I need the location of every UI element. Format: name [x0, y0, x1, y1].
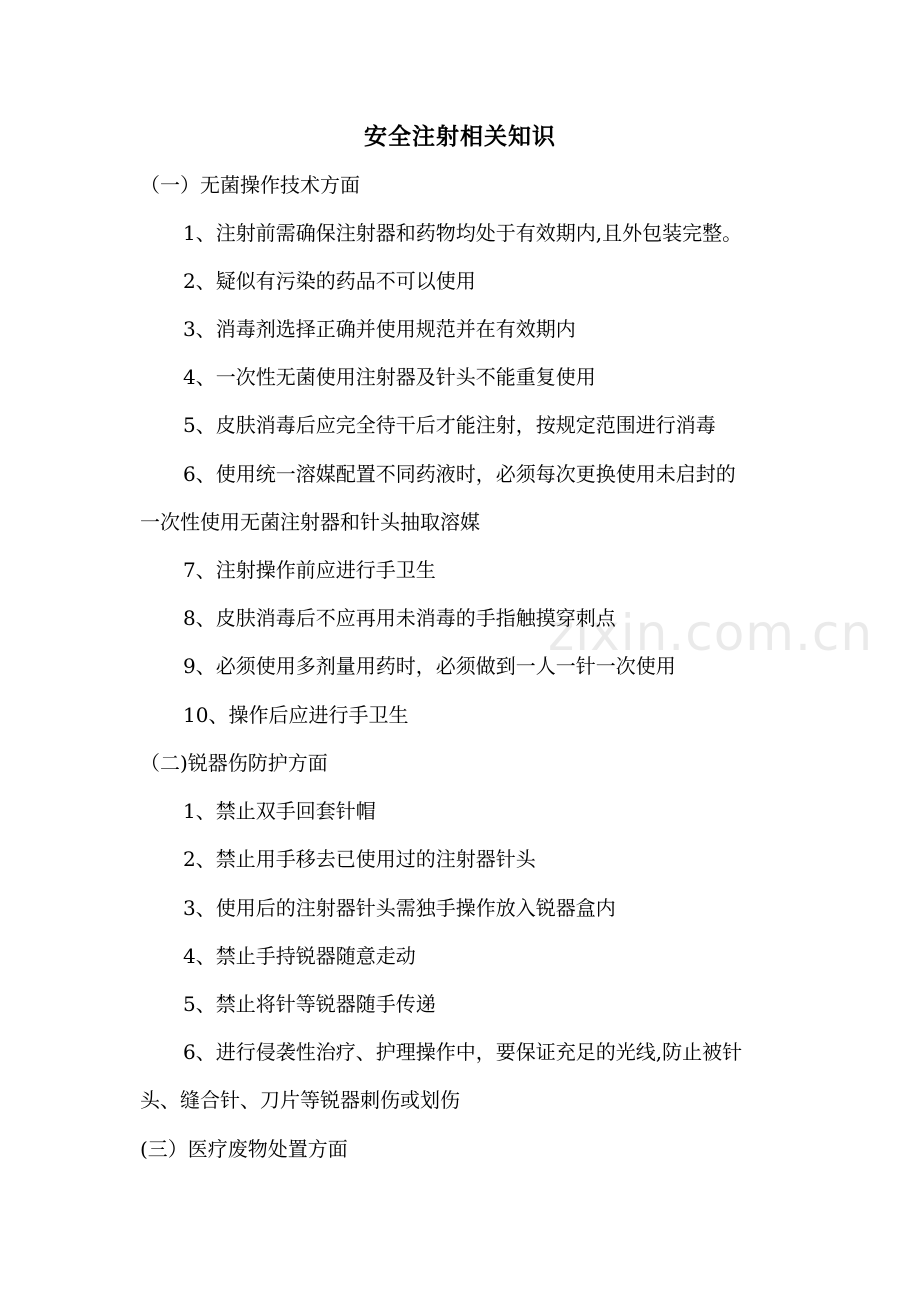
list-item: 1、注射前需确保注射器和药物均处于有效期内,且外包装完整。 — [183, 221, 743, 245]
list-item: 4、一次性无菌使用注射器及针头不能重复使用 — [183, 365, 596, 389]
list-item-continuation: 头、缝合针、刀片等锐器刺伤或划伤 — [140, 1088, 460, 1112]
section-heading: (三）医疗废物处置方面 — [140, 1137, 348, 1161]
section-heading: （二)锐器伤防护方面 — [140, 751, 328, 775]
watermark: zixin.com.cn — [548, 604, 874, 662]
list-item: 7、注射操作前应进行手卫生 — [183, 558, 436, 582]
list-item: 3、使用后的注射器针头需独手操作放入锐器盒内 — [183, 896, 616, 920]
list-item: 4、禁止手持锐器随意走动 — [183, 944, 416, 968]
list-item: 1、禁止双手回套针帽 — [183, 799, 376, 823]
list-item: 9、必须使用多剂量用药时，必须做到一人一针一次使用 — [183, 654, 676, 678]
list-item: 6、进行侵袭性治疗、护理操作中，要保证充足的光线,防止被针 — [183, 1040, 743, 1064]
list-item: 8、皮肤消毒后不应再用未消毒的手指触摸穿刺点 — [183, 606, 616, 630]
section-heading: （一）无菌操作技术方面 — [140, 173, 360, 197]
list-item-continuation: 一次性使用无菌注射器和针头抽取溶媒 — [140, 510, 480, 534]
document-title: 安全注射相关知识 — [364, 124, 556, 150]
list-item: 3、消毒剂选择正确并使用规范并在有效期内 — [183, 317, 576, 341]
list-item: 10、操作后应进行手卫生 — [183, 703, 409, 727]
list-item: 5、皮肤消毒后应完全待干后才能注射，按规定范围进行消毒 — [183, 413, 716, 437]
list-item: 6、使用统一溶媒配置不同药液时，必须每次更换使用未启封的 — [183, 462, 736, 486]
list-item: 2、禁止用手移去已使用过的注射器针头 — [183, 847, 536, 871]
list-item: 2、疑似有污染的药品不可以使用 — [183, 269, 476, 293]
list-item: 5、禁止将针等锐器随手传递 — [183, 992, 436, 1016]
